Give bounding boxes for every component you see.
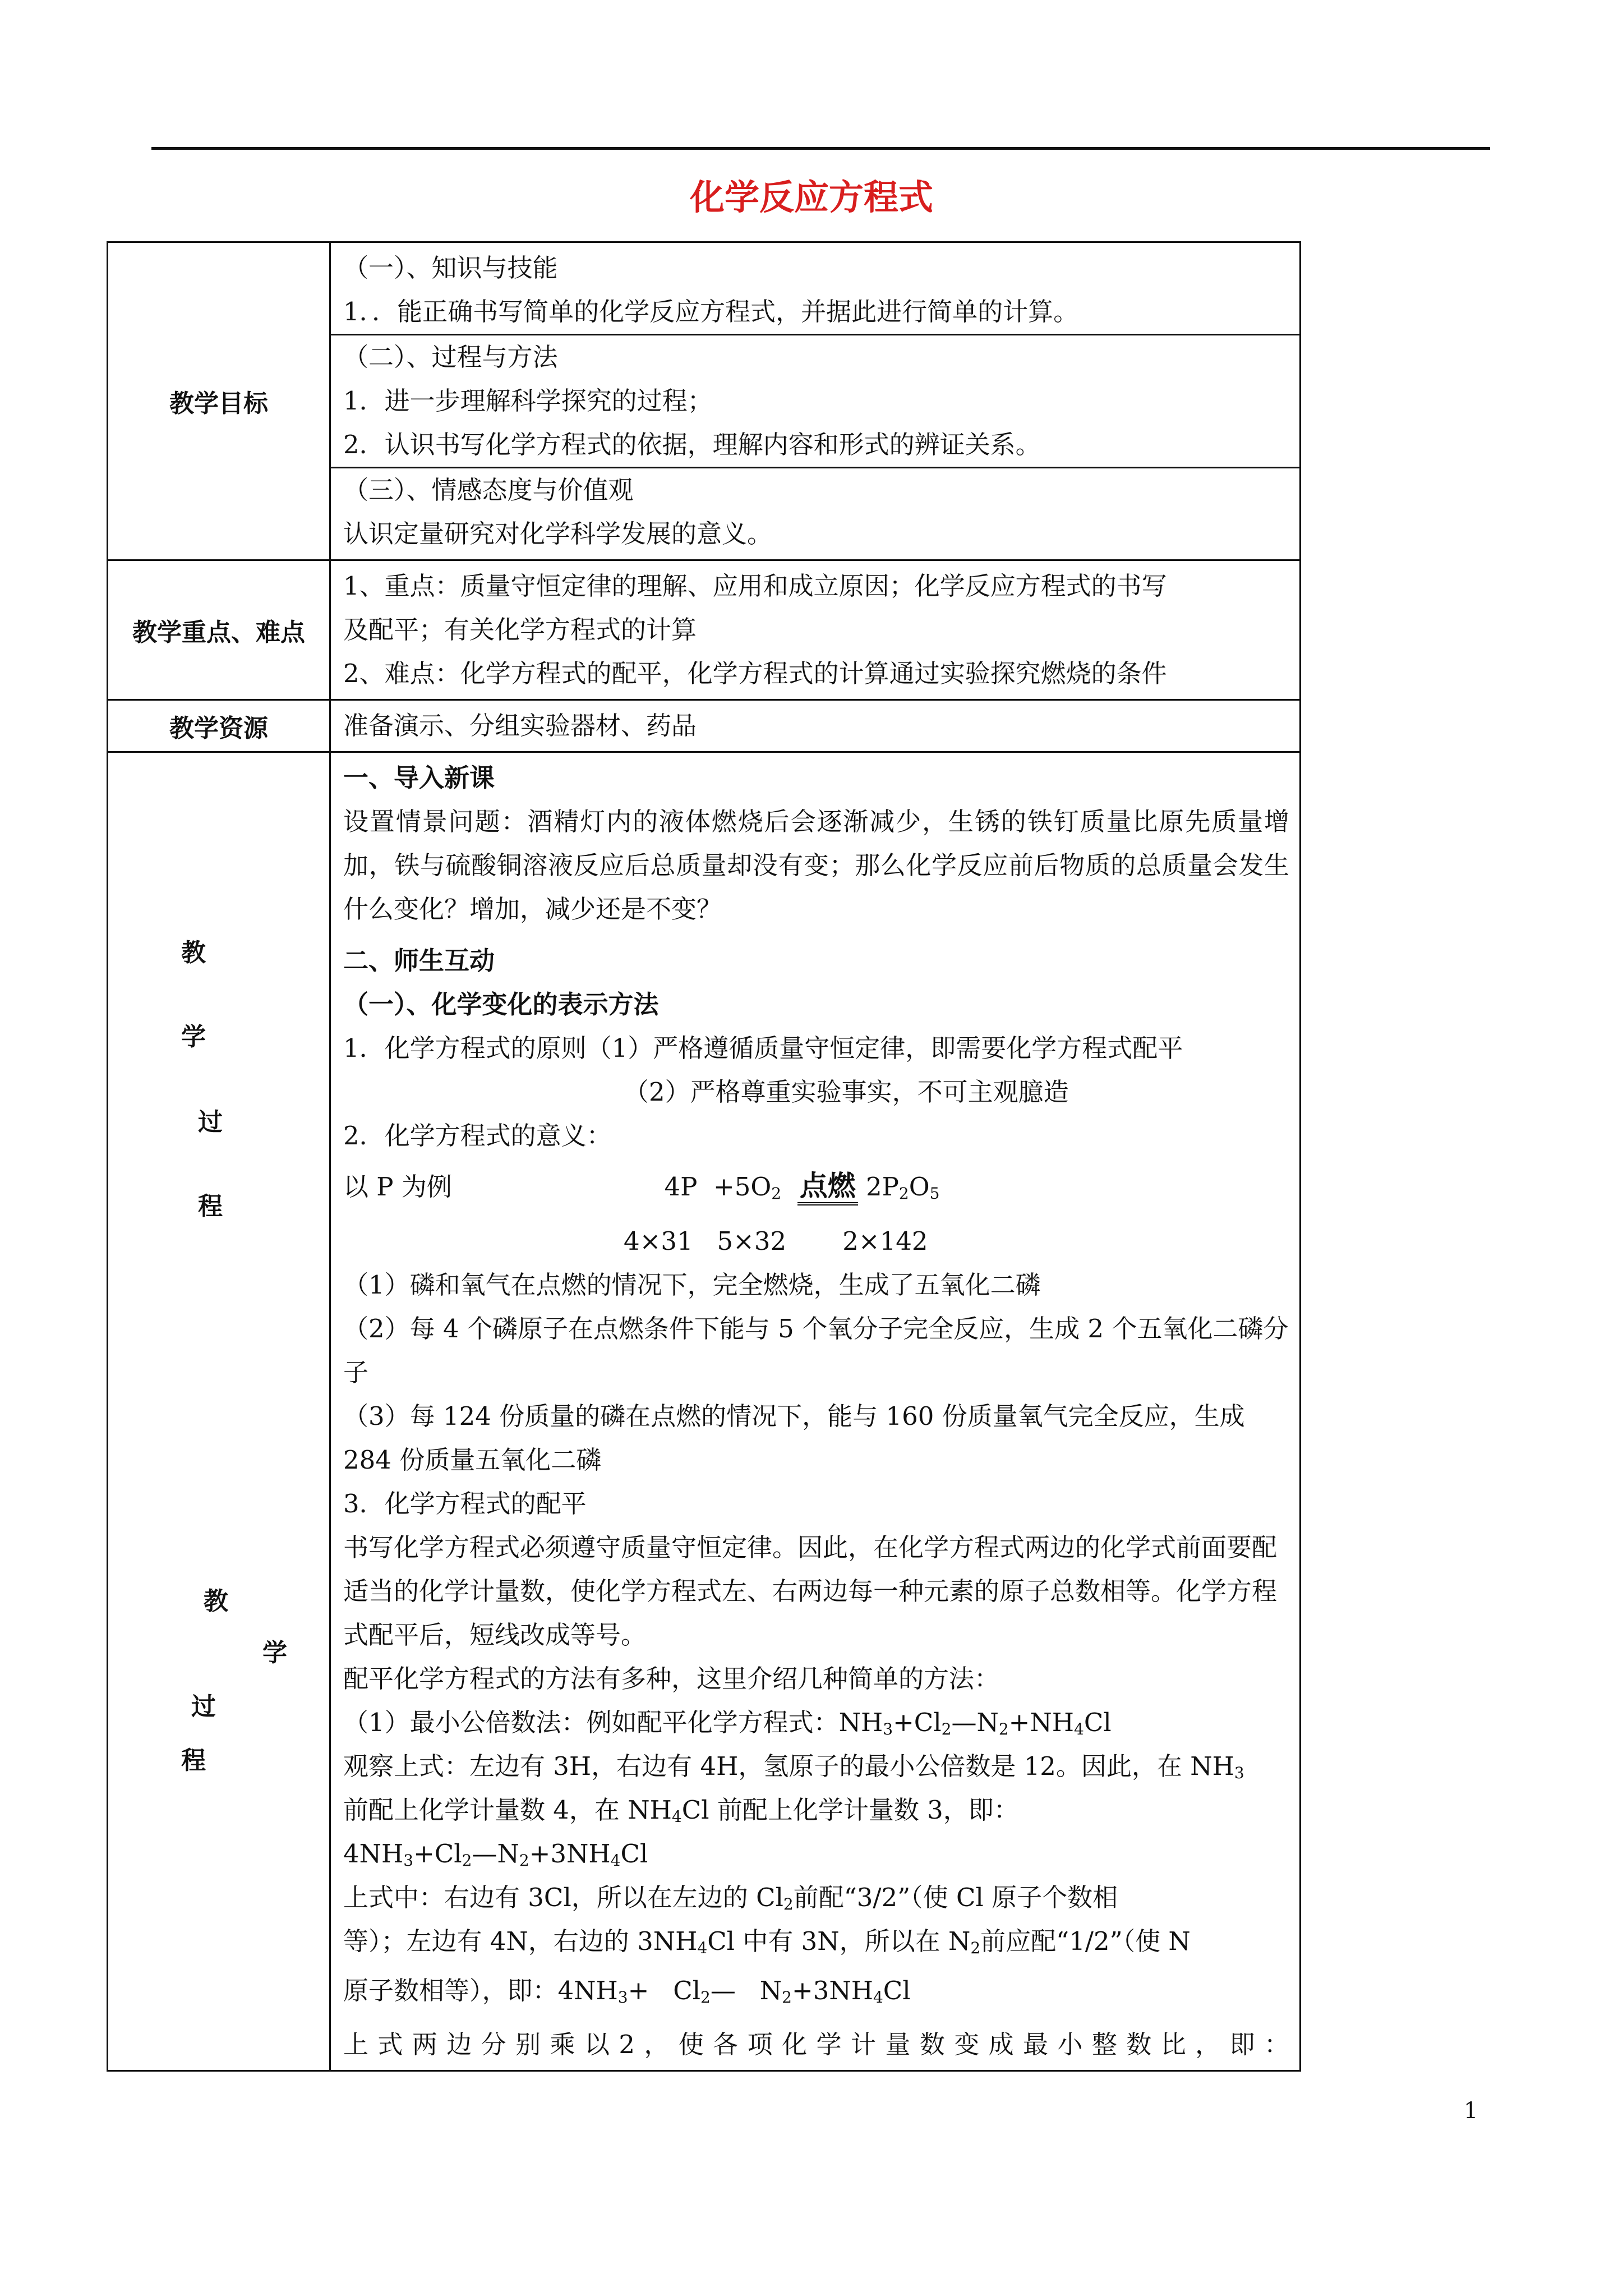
equation-condition: 点燃	[797, 1170, 858, 1205]
observe-text: Cl 前配上化学计量数 3，即：	[681, 1795, 1019, 1825]
objective-attitude	[331, 468, 1299, 556]
keypoints-content	[330, 560, 1301, 700]
half-coef-text: 原子数相等），即：	[343, 1976, 558, 2005]
objectives-content	[330, 242, 1301, 560]
objectives-row	[108, 242, 1301, 560]
keypoints-row	[108, 560, 1301, 700]
half-coef-text: 前配“3/2”（使 Cl 原子个数相	[793, 1883, 1118, 1912]
balancing-paragraph: 书写化学方程式必须遵守质量守恒定律。因此，在化学方程式两边的化学式前面要配适当的化学计量数，使化学方程式左、右两边每一种元素的原子总数相等。化学方程式配平后，短线改成等号。	[343, 1533, 1278, 1650]
meaning-3: （3）每 124 份质量的磷在点燃的情况下，能与 160 份质量氧气完全反应，生成 284 份质量五氧化二磷	[343, 1401, 1245, 1475]
header-rule	[151, 147, 1490, 150]
resources-label: 教学资源	[108, 700, 330, 752]
objective-heading: （二）、过程与方法	[343, 342, 558, 372]
objective-text: 认识定量研究对化学科学发展的意义。	[343, 519, 773, 549]
balancing-heading: 3．化学方程式的配平	[343, 1489, 587, 1519]
multiply-line: 上式两边分别乘以2，使各项化学计量数变成最小整数比，即：	[343, 2030, 1289, 2059]
objective-knowledge	[331, 246, 1299, 335]
label-char: 教	[181, 938, 206, 967]
observe-text: 前配上化学计量数 4，在 NH	[343, 1795, 672, 1825]
lcm-prefix: （1）最小公倍数法：例如配平化学方程式：	[343, 1708, 839, 1737]
observe-line: 前配上化学计量数 4，在 $NH_4Cl$ 前配上化学计量数 3，即：	[343, 1795, 1019, 1826]
equation-line	[343, 1158, 1289, 1220]
label-char: 教	[204, 1587, 228, 1616]
page-number: 1	[1464, 2098, 1478, 2124]
half-coef-line: 等）；左边有 4N，右边的 $3NH_4Cl$ 中有 3N，所以在 $N_2$前应配“1/2”（使 N	[343, 1926, 1191, 1957]
objective-text: 2．认识书写化学方程式的依据，理解内容和形式的辨证关系。	[343, 430, 1041, 459]
subsection-heading: （一）、化学变化的表示方法	[343, 990, 659, 1019]
objective-text: 1．．能正确书写简单的化学反应方程式，并据此进行简单的计算。	[343, 297, 1079, 326]
equation: $4NH_3+$ $Cl_2—$ $N_2+3NH_4Cl$	[557, 1976, 911, 2007]
objective-text: 1．进一步理解科学探究的过程；	[343, 386, 713, 416]
meaning-heading: 2．化学方程式的意义：	[343, 1121, 612, 1151]
equation-prefix: 以 P 为例	[343, 1172, 452, 1202]
keypoints-label: 教学重点、难点	[108, 560, 330, 700]
equation: $4P +5O_2$ 点燃 $2P_2O_5$	[665, 1172, 940, 1202]
label-char: 过	[191, 1692, 216, 1721]
lesson-plan-table	[107, 241, 1301, 2072]
label-char: 程	[181, 1746, 206, 1775]
principle-2: （2）严格尊重实验事实，不可主观臆造	[624, 1077, 1069, 1107]
lcm-method-line	[343, 1701, 1289, 1745]
balancing-methods: 配平化学方程式的方法有多种，这里介绍几种简单的方法：	[343, 1664, 1000, 1694]
label-char: 程	[198, 1192, 223, 1221]
label-char: 学	[262, 1639, 287, 1667]
process-content	[330, 752, 1301, 2071]
resources-content	[330, 700, 1301, 752]
objective-heading: （三）、情感态度与价值观	[343, 475, 634, 505]
keypoints-text: 及配平；有关化学方程式的计算	[343, 615, 697, 645]
half-coef-text: 等）；左边有 4N，右边的 3NH	[343, 1926, 698, 1956]
process-label-vertical	[108, 753, 329, 2070]
label-char: 过	[198, 1108, 223, 1137]
keypoints-text: 1、重点：质量守恒定律的理解、应用和成立原因；化学反应方程式的书写	[343, 571, 1167, 601]
objective-heading: （一）、知识与技能	[343, 253, 558, 283]
objectives-label: 教学目标	[108, 242, 330, 560]
observe-text: 观察上式：左边有 3H，右边有 4H，氢原子的最小公倍数是 12。因此，在 NH	[343, 1751, 1234, 1781]
half-coef-line	[343, 1969, 1289, 2013]
process-label	[108, 752, 330, 2071]
half-coef-text: 前应配“1/2”（使 N	[980, 1926, 1191, 1956]
section-heading: 二、师生互动	[343, 946, 495, 976]
mass-ratios: 4×31 5×32 2×142	[624, 1226, 928, 1256]
half-coef-text: Cl 中有 3N，所以在 N	[707, 1926, 971, 1956]
equation: $NH_3+Cl_2—N_2+NH_4Cl$	[838, 1708, 1112, 1738]
principle-1: 1．化学方程式的原则（1）严格遵循质量守恒定律，即需要化学方程式配平	[343, 1033, 1183, 1063]
process-row	[108, 752, 1301, 2071]
objective-process	[331, 335, 1299, 468]
section-heading: 一、导入新课	[343, 763, 495, 793]
keypoints-text: 2、难点：化学方程式的配平，化学方程式的计算通过实验探究燃烧的条件	[343, 659, 1167, 688]
resources-row	[108, 700, 1301, 752]
label-char: 学	[181, 1023, 206, 1051]
meaning-1: （1）磷和氧气在点燃的情况下，完全燃烧，生成了五氧化二磷	[343, 1270, 1041, 1300]
observe-line: 观察上式：左边有 3H，右边有 4H，氢原子的最小公倍数是 12。因此，在 $NH_3$	[343, 1751, 1244, 1782]
page-title: 化学反应方程式	[689, 177, 933, 218]
meaning-2: （2）每 4 个磷原子在点燃条件下能与 5 个氧分子完全反应，生成 2 个五氧化二磷分子	[343, 1314, 1289, 1387]
equation: $4NH_3+Cl_2—N_2+3NH_4Cl$	[343, 1839, 648, 1870]
intro-paragraph: 设置情景问题：酒精灯内的液体燃烧后会逐渐减少，生锈的铁钉质量比原先质量增加，铁与硫酸铜溶液反应后总质量却没有变；那么化学反应前后物质的总质量会发生什么变化？增加，减少还是不变？	[343, 807, 1289, 924]
half-coef-text: 上式中：右边有 3Cl，所以在左边的 Cl	[343, 1883, 783, 1912]
resources-text: 准备演示、分组实验器材、药品	[343, 711, 697, 740]
half-coef-line: 上式中：右边有 3Cl，所以在左边的 $Cl_2$前配“3/2”（使 Cl 原子个数相	[343, 1883, 1118, 1913]
